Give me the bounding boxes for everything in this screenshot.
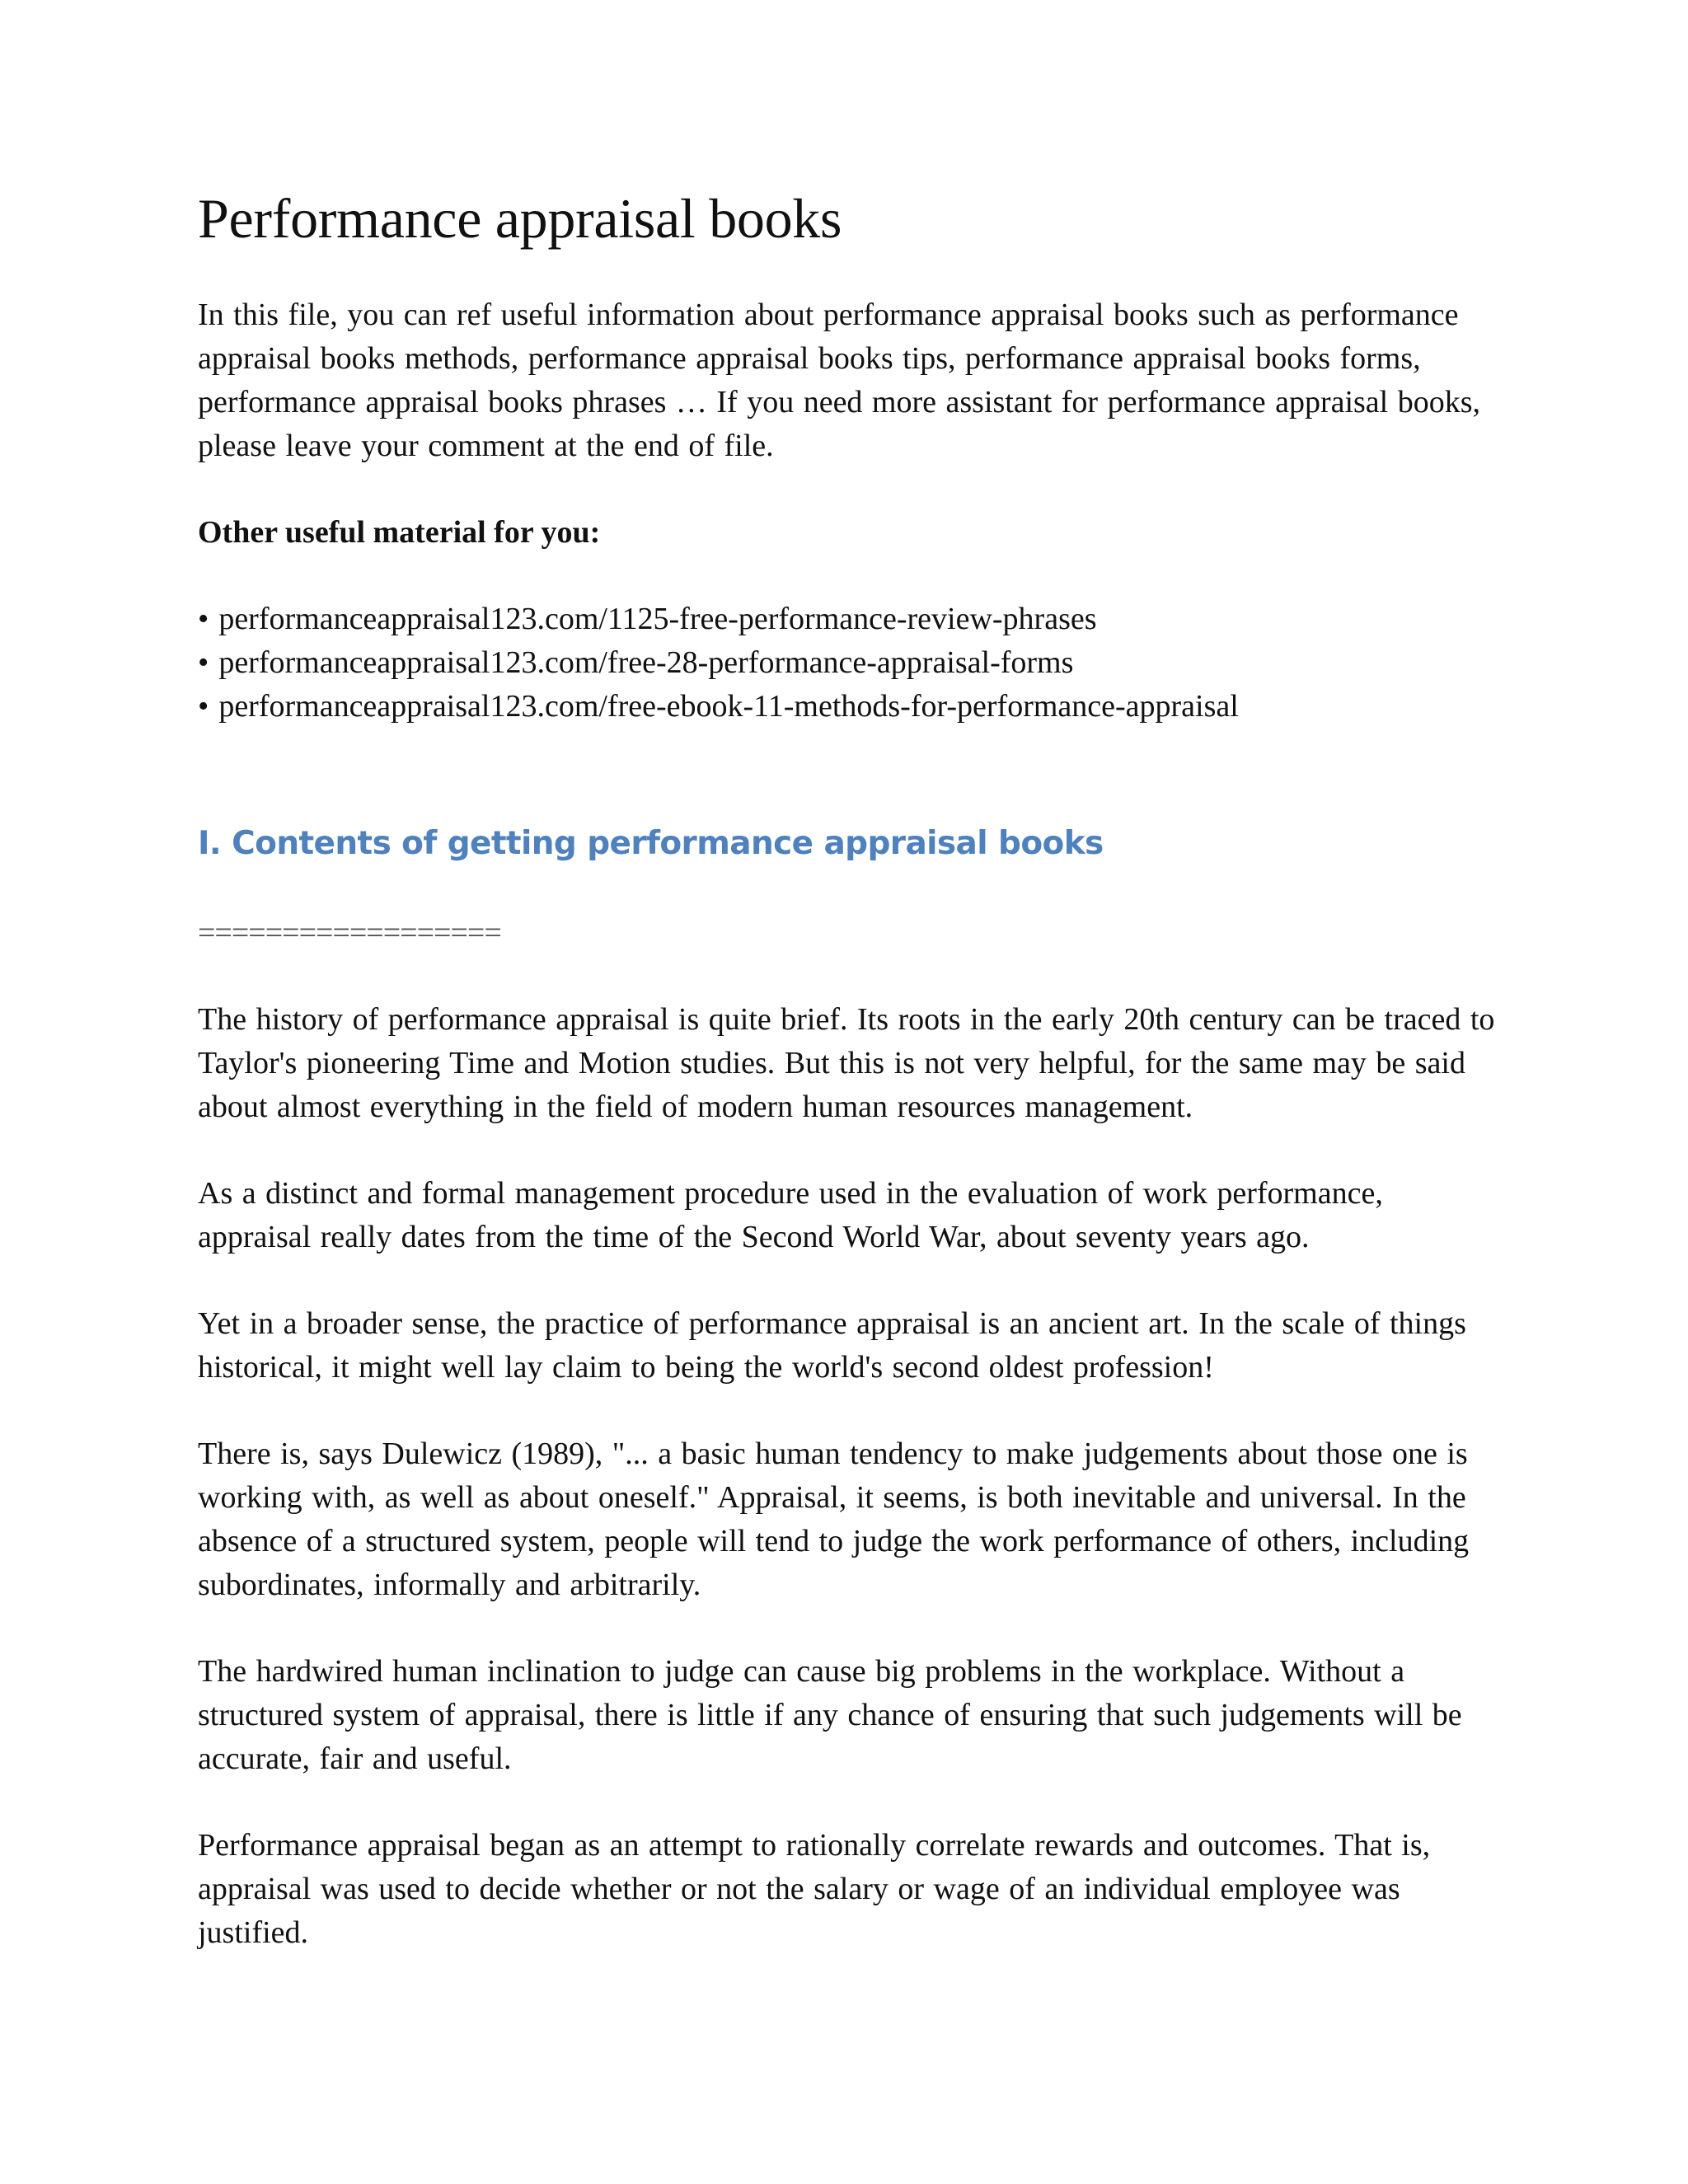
material-link[interactable]: • performanceappraisal123.com/free-28-performance-appraisal-forms <box>198 641 1500 685</box>
section-heading: I. Contents of getting performance appraisal books <box>198 825 1104 863</box>
material-link-list <box>198 598 1500 729</box>
body-paragraph: Yet in a broader sense, the practice of performance appraisal is an ancient art. In the scale of things historical, it might well lay claim to being the world's second oldest profession! <box>198 1306 1466 1385</box>
body-paragraph: There is, says Dulewicz (1989), "... a basic human tendency to make judgements about those one is working with, as well as about oneself." Appraisal, it seems, is both inevitable and universal. In the absence of a structured system, people will tend to judge the work performance of others, including subordinates, informally and arbitrarily. <box>198 1436 1470 1603</box>
other-material-heading: Other useful material for you: <box>198 515 601 551</box>
document-title: Performance appraisal books <box>198 187 842 250</box>
material-link[interactable]: • performanceappraisal123.com/free-ebook-11-methods-for-performance-appraisal <box>198 685 1500 729</box>
material-link[interactable]: • performanceappraisal123.com/1125-free-performance-review-phrases <box>198 598 1500 641</box>
body-paragraph: The history of performance appraisal is quite brief. Its roots in the early 20th century can be traced to Taylor's pioneering Time and Motion studies. But this is not very helpful, for the same may be said about almost everything in the field of modern human resources management. <box>198 1002 1495 1125</box>
body-paragraph: The hardwired human inclination to judge can cause big problems in the workplace. Without a structured system of appraisal, there is little if any chance of ensuring that such judgements will be accurate, fair and useful. <box>198 1654 1462 1777</box>
body-paragraph: Performance appraisal began as an attempt to rationally correlate rewards and outcomes. That is, appraisal was used to decide whether or not the salary or wage of an individual employee was justified. <box>198 1828 1431 1951</box>
separator-rule: ================== <box>198 916 501 951</box>
intro-paragraph: In this file, you can ref useful information about performance appraisal books such as performance appraisal books methods, performance appraisal books tips, performance appraisal books forms, performance appraisal books phrases … If you need more assistant for performance appraisal books, please leave your comment at the end of file. <box>198 298 1481 464</box>
body-paragraph: As a distinct and formal management procedure used in the evaluation of work performance, appraisal really dates from the time of the Second World War, about seventy years ago. <box>198 1176 1383 1255</box>
document-page <box>198 186 1500 1955</box>
body-text <box>198 998 1500 1955</box>
